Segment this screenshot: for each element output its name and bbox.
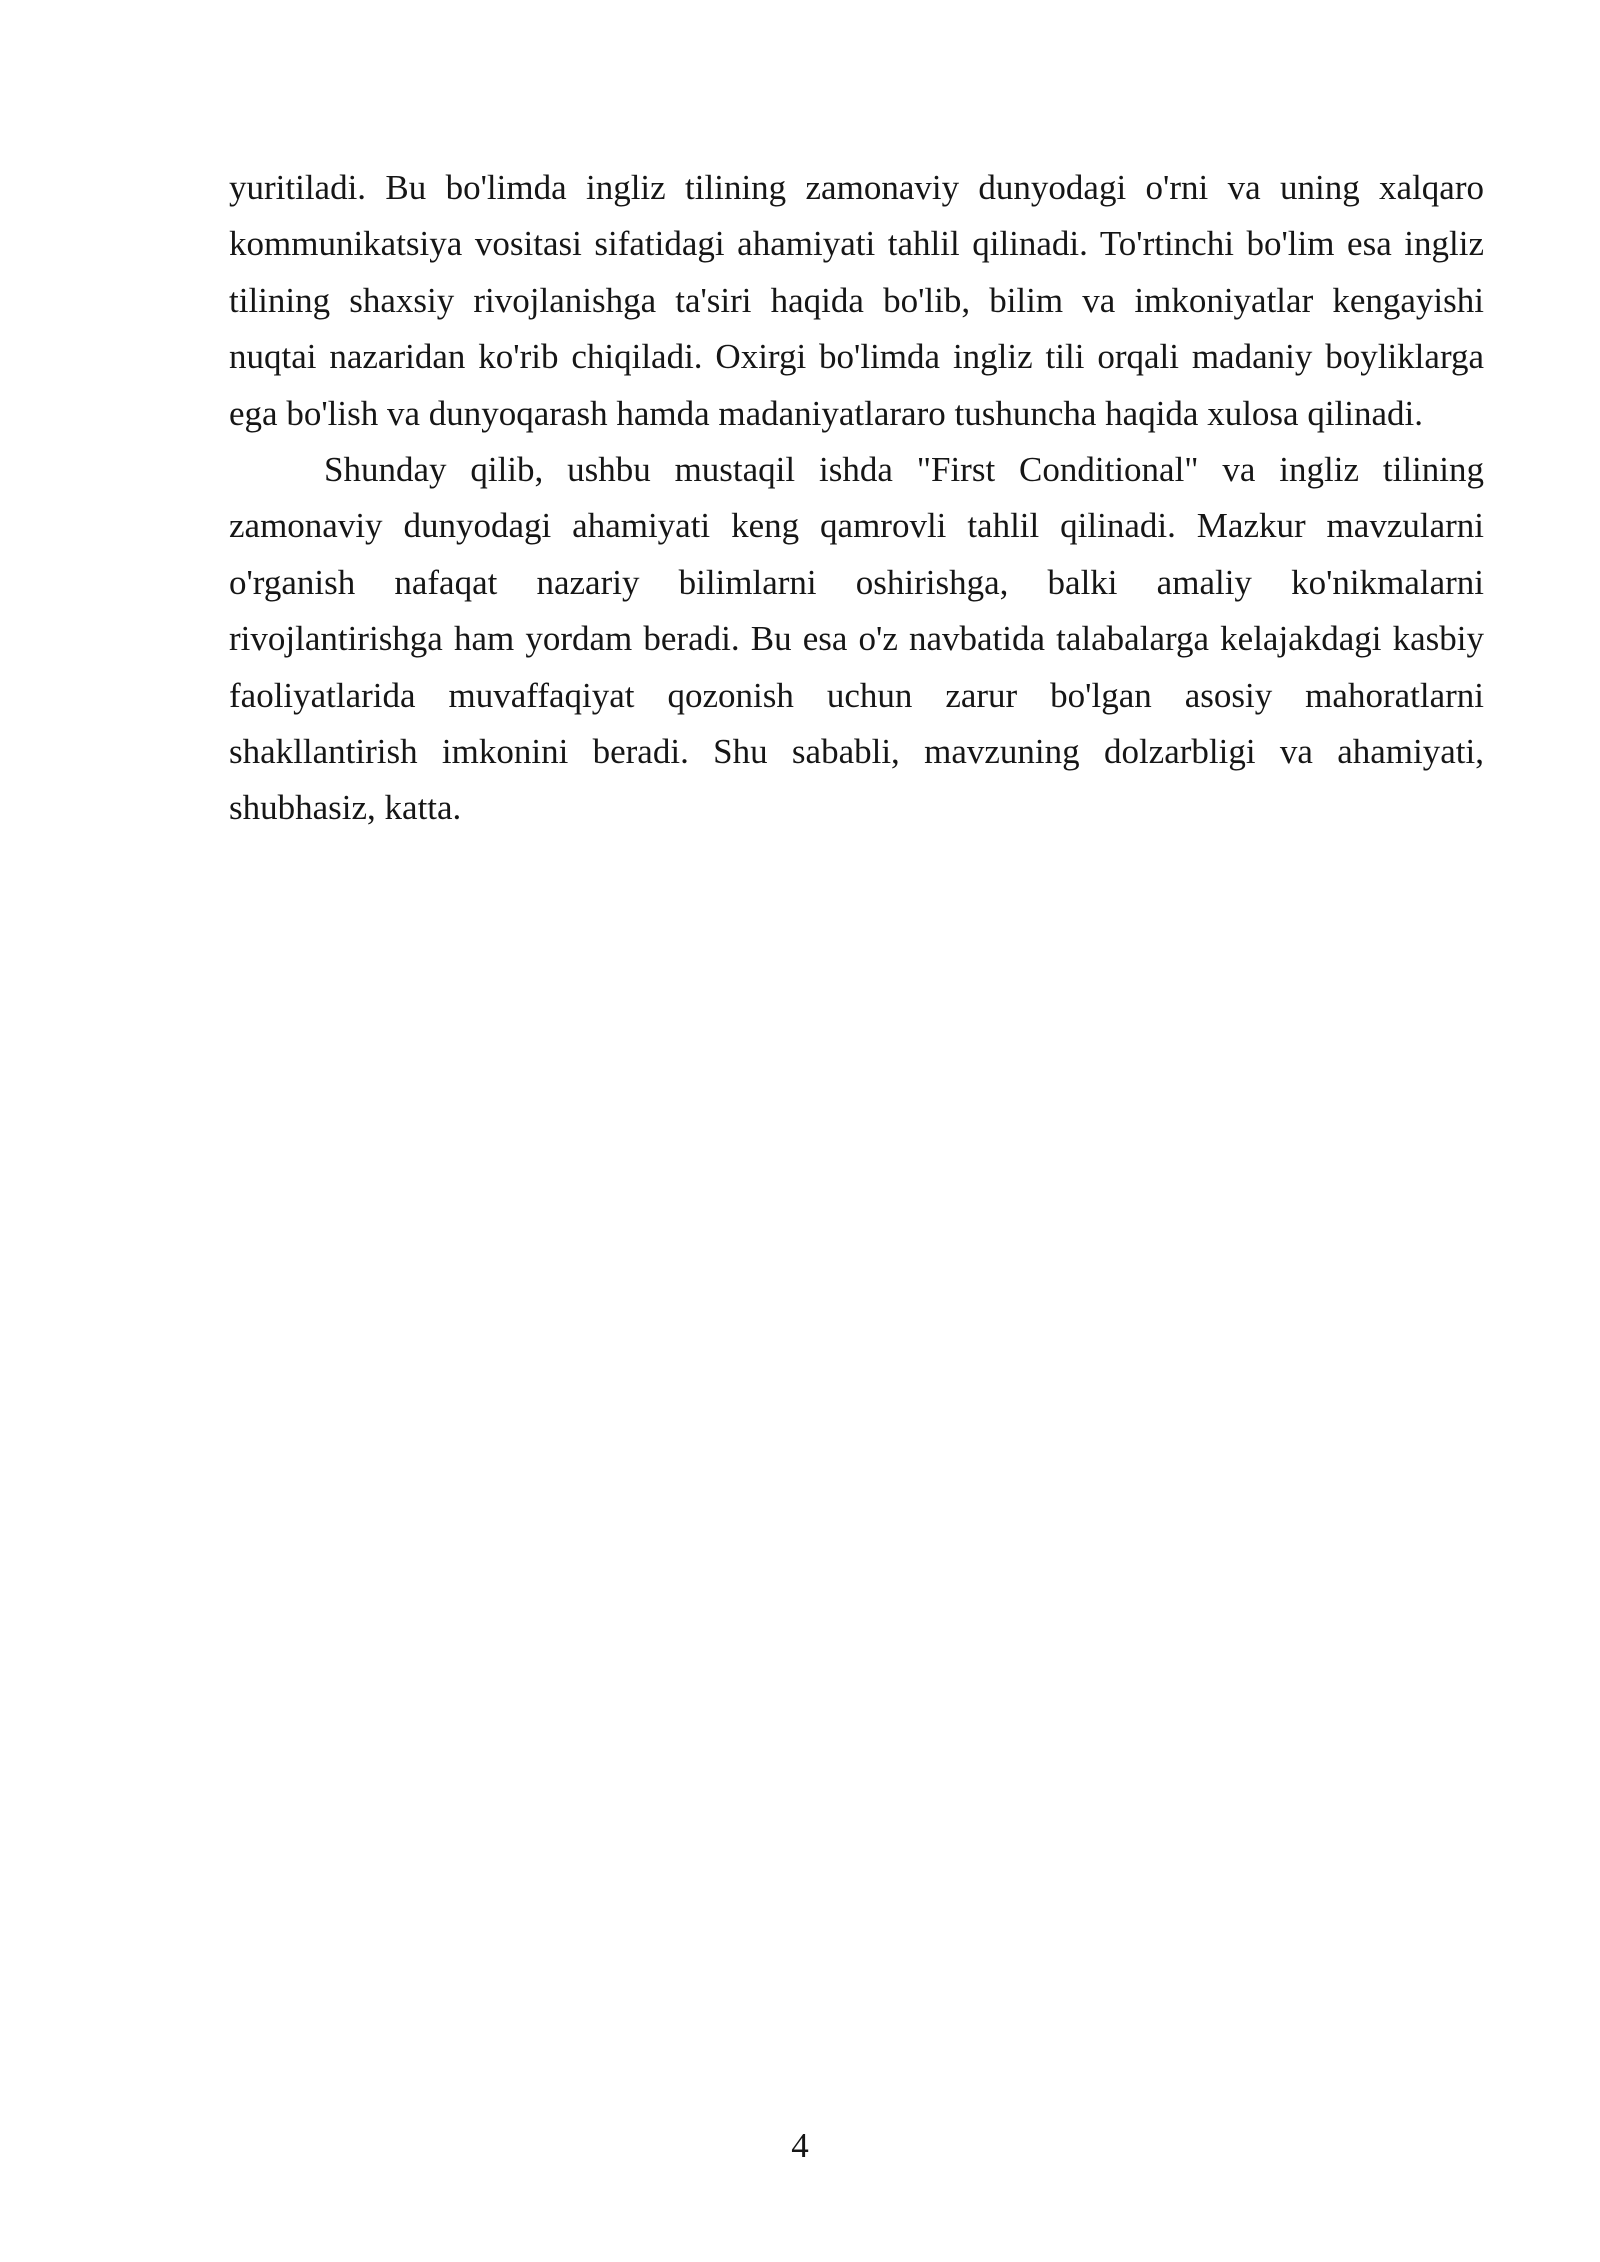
- body-text: [229, 160, 1484, 837]
- paragraph-continuation: yuritiladi. Bu bo'limda ingliz tilining zamonaviy dunyodagi o'rni va uning xalqaro kommunikatsiya vositasi sifatidagi ahamiyati tahlil qilinadi. To'rtinchi bo'lim esa ingliz tilining shaxsiy rivojlanishga ta'siri haqida bo'lib, bilim va imkoniyatlar kengayishi nuqtai nazaridan ko'rib chiqiladi. Oxirgi bo'limda ingliz tili orqali madaniy boyliklarga ega bo'lish va dunyoqarash hamda madaniyatlararo tushuncha haqida xulosa qilinadi.: [229, 168, 1484, 433]
- page-number: 4: [791, 2126, 809, 2165]
- paragraph-conclusion: Shunday qilib, ushbu mustaqil ishda "First Conditional" va ingliz tilining zamonaviy dunyodagi ahamiyati keng qamrovli tahlil qilinadi. Mazkur mavzularni o'rganish nafaqat nazariy bilimlarni oshirishga, balki amaliy ko'nikmalarni rivojlantirishga ham yordam beradi. Bu esa o'z navbatida talabalarga kelajakdagi kasbiy faoliyatlarida muvaffaqiyat qozonish uchun zarur bo'lgan asosiy mahoratlarni shakllantirish imkonini beradi. Shu sababli, mavzuning dolzarbligi va ahamiyati, shubhasiz, katta.: [229, 450, 1484, 828]
